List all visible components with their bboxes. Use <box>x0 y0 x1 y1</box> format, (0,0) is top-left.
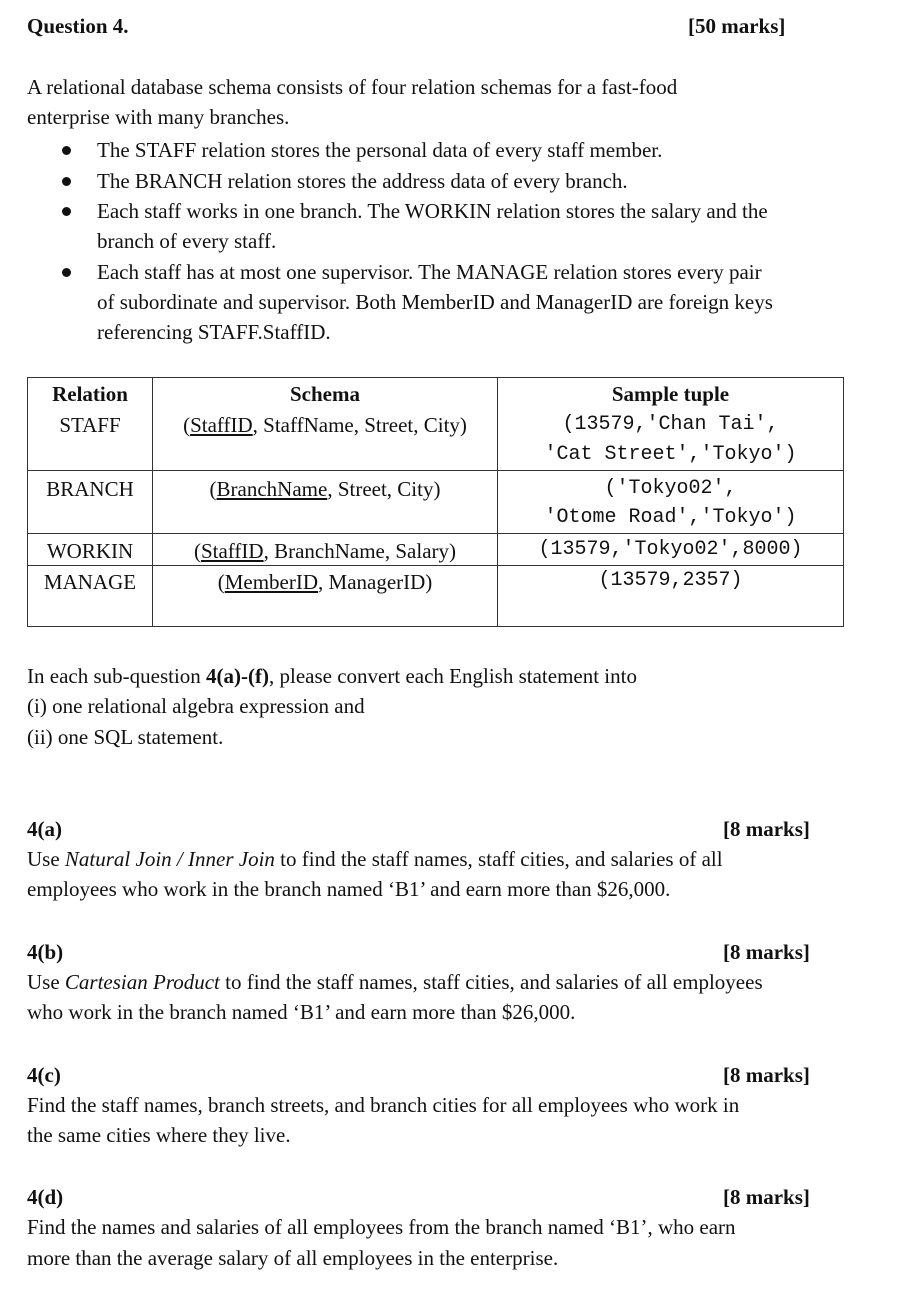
bullet-4-line-1: Each staff has at most one supervisor. The MANAGE relation stores every pair <box>97 260 762 284</box>
instructions-line-3: (ii) one SQL statement. <box>27 725 224 749</box>
bullet-dot <box>62 268 71 277</box>
subquestion-marks: [8 marks] <box>723 1185 810 1209</box>
schema-attributes: , ManagerID) <box>318 570 433 594</box>
bullet-3-line-1: Each staff works in one branch. The WORKIN relation stores the salary and the <box>97 199 768 223</box>
intro-line-2: enterprise with many branches. <box>27 105 290 129</box>
bullet-4-line-3: referencing STAFF.StaffID. <box>97 320 331 344</box>
subquestion-marks: [8 marks] <box>723 1063 810 1087</box>
table-row-divider <box>27 470 844 471</box>
schema-staff <box>153 413 497 438</box>
table-border-bottom <box>27 626 844 627</box>
table-border-top <box>27 377 844 378</box>
table-border-right <box>843 377 844 627</box>
bullet-dot <box>62 207 71 216</box>
relation-manage: MANAGE <box>43 570 137 594</box>
instructions-text: In each sub-question <box>27 664 207 688</box>
subquestion-c-line-2: the same cities where they live. <box>27 1123 291 1147</box>
schema-workin <box>153 539 497 564</box>
intro-line-1: A relational database schema consists of four relation schemas for a fast-food <box>27 75 678 99</box>
subquestion-d-line-2: more than the average salary of all employees in the enterprise. <box>27 1246 559 1270</box>
header-sample: Sample tuple <box>611 382 730 406</box>
relation-workin: WORKIN <box>46 539 134 563</box>
subquestion-id: 4(d) <box>27 1185 64 1209</box>
subquestion-id: 4(c) <box>27 1063 61 1087</box>
sample-branch-line-1: ('Tokyo02', <box>604 477 737 500</box>
subquestion-b-line-1 <box>27 970 763 995</box>
schema-attributes: , BranchName, Salary) <box>263 539 457 563</box>
bullet-2: The BRANCH relation stores the address data of every branch. <box>97 169 628 193</box>
subquestion-b-line-2: who work in the branch named ‘B1’ and earn more than $26,000. <box>27 1000 576 1024</box>
bullet-4-line-2: of subordinate and supervisor. Both MemberID and ManagerID are foreign keys <box>97 290 773 314</box>
schema-branch <box>153 477 497 502</box>
schema-attributes: , StaffName, Street, City) <box>252 413 467 437</box>
subquestion-c-line-1: Find the staff names, branch streets, and branch cities for all employees who work in <box>27 1093 740 1117</box>
primary-key: BranchName <box>216 477 328 501</box>
question-marks: [50 marks] <box>688 14 786 38</box>
sample-manage: (13579,2357) <box>598 569 743 592</box>
sample-staff-line-2: 'Cat Street','Tokyo') <box>544 443 797 466</box>
schema-manage <box>153 570 497 595</box>
header-relation: Relation <box>52 382 128 406</box>
sample-workin: (13579,'Tokyo02',8000) <box>538 538 803 561</box>
open-paren: ( <box>209 477 217 501</box>
relation-staff: STAFF <box>59 413 121 437</box>
primary-key: StaffID <box>200 539 264 563</box>
instructions-range: 4(a)-(f) <box>206 664 270 688</box>
text: to find the staff names, staff cities, and salaries of all <box>274 847 723 871</box>
instructions-line-2: (i) one relational algebra expression and <box>27 694 365 718</box>
subquestion-id: 4(b) <box>27 940 64 964</box>
primary-key: MemberID <box>224 570 319 594</box>
bullet-dot <box>62 146 71 155</box>
text: to find the staff names, staff cities, and salaries of all employees <box>219 970 763 994</box>
text: Use <box>27 847 65 871</box>
text: Use <box>27 970 65 994</box>
open-paren: ( <box>183 413 191 437</box>
open-paren: ( <box>217 570 225 594</box>
subquestion-a-line-2: employees who work in the branch named ‘B1’ and earn more than $26,000. <box>27 877 671 901</box>
subquestion-a-line-1 <box>27 847 723 872</box>
instructions-line-1 <box>27 664 637 689</box>
instructions-text: , please convert each English statement into <box>269 664 637 688</box>
question-title: Question 4. <box>27 14 129 38</box>
table-row-divider <box>27 565 844 566</box>
subquestion-marks: [8 marks] <box>723 940 810 964</box>
open-paren: ( <box>193 539 201 563</box>
header-schema: Schema <box>290 382 360 406</box>
sample-staff-line-1: (13579,'Chan Tai', <box>562 413 779 436</box>
sample-branch-line-2: 'Otome Road','Tokyo') <box>544 506 797 529</box>
subquestion-id: 4(a) <box>27 817 62 841</box>
bullet-3-line-2: branch of every staff. <box>97 229 277 253</box>
bullet-dot <box>62 177 71 186</box>
bullet-1: The STAFF relation stores the personal data of every staff member. <box>97 138 663 162</box>
relation-branch: BRANCH <box>46 477 134 501</box>
table-row-divider <box>27 533 844 534</box>
emphasis: Cartesian Product <box>64 970 220 994</box>
subquestion-marks: [8 marks] <box>723 817 810 841</box>
primary-key: StaffID <box>190 413 253 437</box>
schema-attributes: , Street, City) <box>327 477 441 501</box>
emphasis: Natural Join / Inner Join <box>64 847 275 871</box>
subquestion-d-line-1: Find the names and salaries of all employees from the branch named ‘B1’, who earn <box>27 1215 736 1239</box>
